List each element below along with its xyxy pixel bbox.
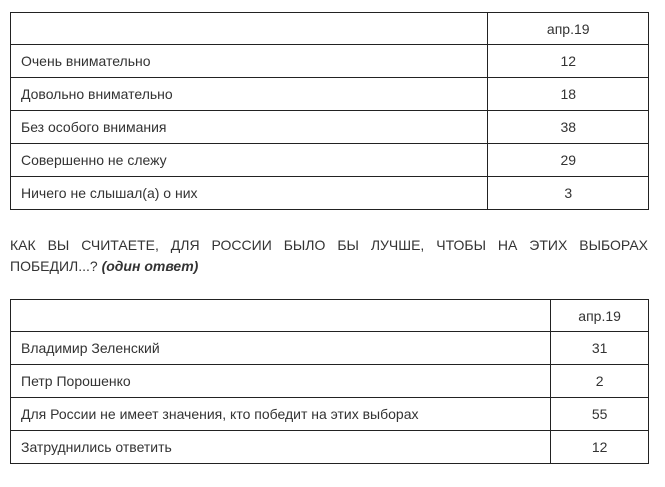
row-value: 29 xyxy=(488,144,649,177)
table-row xyxy=(11,78,649,111)
table-header-row xyxy=(11,300,649,332)
row-value: 18 xyxy=(488,78,649,111)
row-value: 31 xyxy=(551,332,649,365)
row-label: Без особого внимания xyxy=(11,111,488,144)
row-label: Совершенно не слежу xyxy=(11,144,488,177)
table-header-row xyxy=(11,13,649,45)
table-row xyxy=(11,332,649,365)
table-row xyxy=(11,177,649,210)
header-empty-cell xyxy=(11,300,551,332)
row-label: Затруднились ответить xyxy=(11,431,551,464)
table-row xyxy=(11,144,649,177)
row-value: 2 xyxy=(551,365,649,398)
row-value: 38 xyxy=(488,111,649,144)
header-date-cell: апр.19 xyxy=(551,300,649,332)
question-note: (один ответ) xyxy=(101,258,199,274)
row-label: Очень внимательно xyxy=(11,45,488,78)
table-row xyxy=(11,111,649,144)
header-empty-cell xyxy=(11,13,488,45)
preference-table xyxy=(10,299,649,464)
row-label: Довольно внимательно xyxy=(11,78,488,111)
question-text xyxy=(10,235,648,277)
row-label: Ничего не слышал(а) о них xyxy=(11,177,488,210)
header-date-cell: апр.19 xyxy=(488,13,649,45)
row-value: 3 xyxy=(488,177,649,210)
question-main: КАК ВЫ СЧИТАЕТЕ, ДЛЯ РОССИИ БЫЛО БЫ ЛУЧШЕ, ЧТОБЫ НА ЭТИХ ВЫБОРАХ ПОБЕДИЛ...? xyxy=(10,237,648,274)
row-value: 12 xyxy=(488,45,649,78)
row-value: 55 xyxy=(551,398,649,431)
row-label: Владимир Зеленский xyxy=(11,332,551,365)
table-row xyxy=(11,45,649,78)
attention-table xyxy=(10,12,649,210)
row-label: Петр Порошенко xyxy=(11,365,551,398)
table-row xyxy=(11,365,649,398)
row-value: 12 xyxy=(551,431,649,464)
row-label: Для России не имеет значения, кто победит на этих выборах xyxy=(11,398,551,431)
table-row xyxy=(11,431,649,464)
table-row xyxy=(11,398,649,431)
